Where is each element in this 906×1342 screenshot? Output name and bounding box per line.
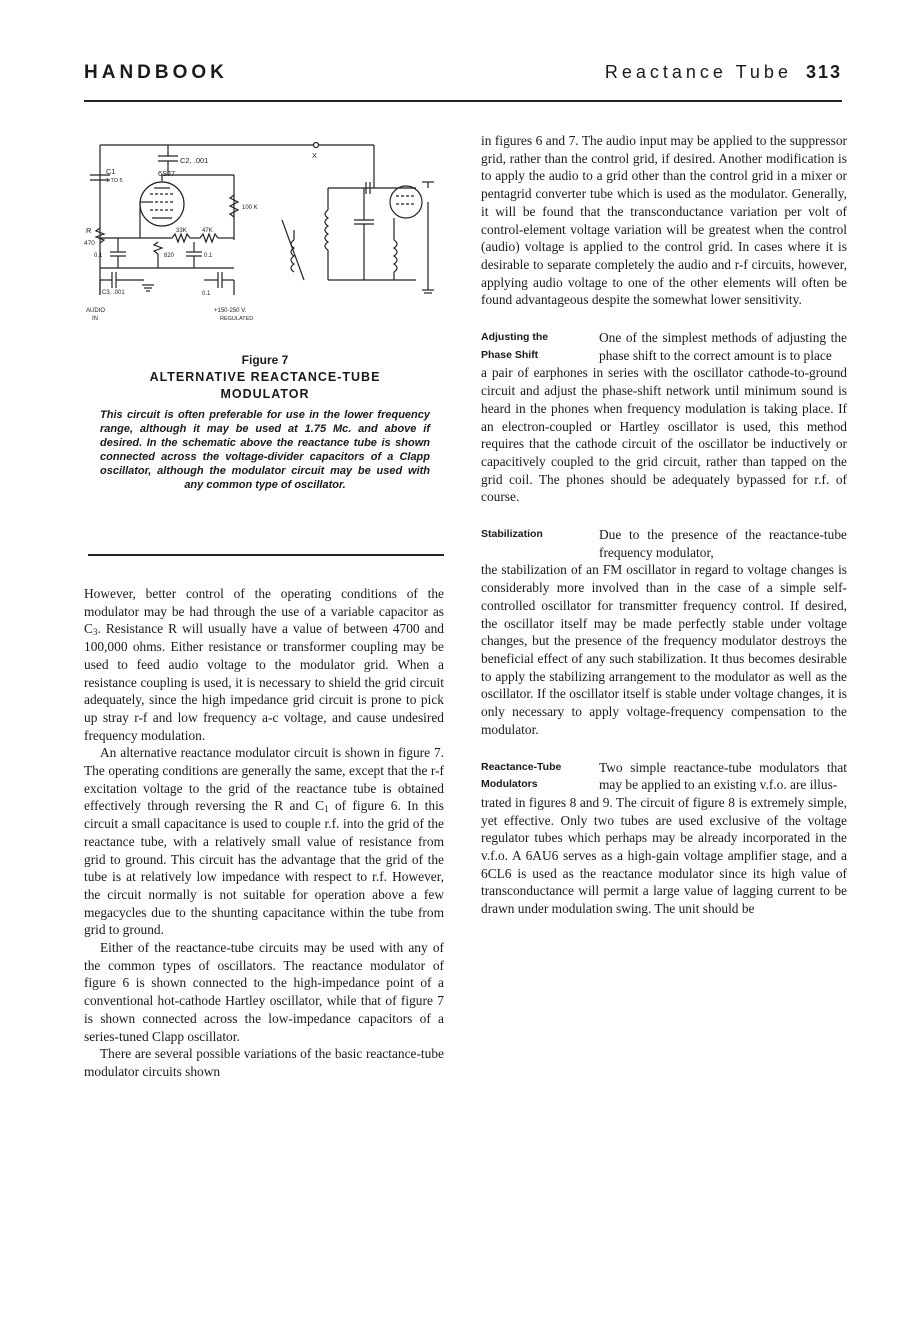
figure-description: This circuit is often preferable for use in the lower frequency range, although it may be used at 1.75 Mc. and above if desired. In the schematic above the reactance tube is shown connected across the voltage-divider capacitors of a Clapp oscillator, although the modulator circuit may be used with any common type of oscillator. — [100, 409, 430, 491]
label-c1: C1 — [106, 167, 116, 176]
running-header — [84, 62, 842, 92]
schematic-diagram — [84, 130, 444, 330]
label-33k: 33K — [176, 228, 187, 234]
left-paragraph-4: There are several possible variations of the basic reactance-tube modulator circuits shown — [84, 1046, 444, 1079]
section-heading-modulators: Reactance-Tube Modulators — [481, 760, 562, 791]
section-heading-stabilization: Stabilization — [481, 528, 543, 541]
figure-number: Figure 7 — [241, 353, 289, 367]
label-c1-range: 1 TO 5 — [106, 178, 123, 184]
label-820: 820 — [164, 253, 175, 259]
label-c01a: 0.1 — [94, 253, 103, 259]
section-body-stabilization: the stabilization of an FM oscillator in regard to voltage changes is considerably more involved than in the case of a simple self-controlled oscillator for transmitter frequency control. If desired, the oscillator itself may be made perfectly stable under voltage changes, but the presence of the frequency modulator destroys the beneficial effect of any such stabilization. It thus becomes desirable to apply the stabilizing arrangement to the modulator as well as the oscillator. If the oscillator itself is stable under voltage changes, it is only necessary to apply voltage-frequency compensation to the modulator. — [481, 562, 847, 737]
label-47k: 47K — [202, 228, 213, 234]
label-c01b: 0.1 — [204, 253, 213, 259]
label-c01c: 0.1 — [202, 291, 211, 297]
section-body-modulators: trated in figures 8 and 9. The circuit of figure 8 is extremely simple, yet effective. Only two tubes are used exclusive of the voltage regulator tubes which perhaps may be already incorporated in the v.f.o. A 6AU6 serves as a high-gain voltage amplifier stage, and a 6CL6 is used as the reactance modulator since its high value of transconductance will permit a large value of lagging current to be drawn under modulation swing. The unit should be — [481, 794, 847, 917]
section-stabilization — [481, 526, 847, 561]
header-rule — [84, 100, 842, 102]
chapter-title: Reactance Tube — [604, 62, 792, 82]
right-paragraph-1: in figures 6 and 7. The audio input may be applied to the suppressor grid, rather than the control grid, if desired. Another modification is to apply the audio to a grid other than the control grid in a mixer or pentagrid converter tube which is used as the modulator. Generally, it will be found that the transconductance variation per volt of control-element voltage variation will be greatest when the control (audio) voltage is applied to the control grid. In cases where it is desirable to separate completely the audio and r-f circuits, however, applying audio voltage to one of the other elements will often be found advantageous despite the somewhat lower sensitivity. — [481, 133, 847, 308]
left-paragraph-2: An alternative reactance modulator circuit is shown in figure 7. The operating conditions are generally the same, except that the r-f excitation voltage to the grid of the reactance tube is obtained effectively through reversing the R and $C_1$ of figure 6. In this circuit a small capacitance is used to couple r.f. into the grid of the reactance tube, with a relatively small value of resistance from grid to ground. This circuit has the advantage that the grid of the tube is at relatively low impedance with respect to r.f. However, the circuit normally is not suitable for operation above a few megacycles due to the shunting capacitance within the tube from grid to ground. — [84, 745, 444, 938]
label-tube: 6SJ7 — [158, 169, 176, 178]
figure-rule — [88, 554, 444, 556]
label-x: X — [312, 151, 318, 160]
left-column — [84, 585, 444, 1081]
label-c3: C3, .001 — [102, 290, 125, 296]
figure-7-schematic — [84, 130, 444, 330]
label-r: R — [86, 226, 92, 235]
page-number: 313 — [805, 62, 842, 82]
book-title: HANDBOOK — [84, 62, 228, 83]
section-lead-modulators: Two simple reactance-tube modulators that may be applied to an existing v.f.o. are illus- — [599, 759, 847, 793]
section-adjusting-phase-shift — [481, 329, 847, 364]
section-body-adjusting: a pair of earphones in series with the oscillator cathode-to-ground circuit and adjust the phase-shift network until minimum sound is heard in the phones when frequency modulation is taking place. If an electron-coupled or Hartley oscillator is used, this method requires that the cathode circuit of the oscillator be inductively or capacitively coupled to the grid circuit, rather than tapped on the grid coil. The phones should be adequately bypassed for r.f. of course. — [481, 365, 847, 505]
section-reactance-tube-modulators — [481, 759, 847, 794]
left-paragraph-3: Either of the reactance-tube circuits may be used with any of the common types of oscillators. The reactance modulator of figure 6 is shown connected to the high-impedance point of a conventional hot-cathode Hartley oscillator, while that of figure 7 is shown connected across the low-impedance capacitors of a series-tuned Clapp oscillator. — [84, 940, 444, 1044]
left-paragraph-1: However, better control of the operating conditions of the modulator may be had through the use of a variable capacitor as $C_3$. Resistance R will usually have a value of between 4700 and 100,000 ohms. Either resistance or transformer coupling may be used to feed audio voltage to the modulator grid. When a resistance coupling is used, it is necessary to shield the grid circuit adequately, since the high impedance grid circuit is prone to pick up stray r-f and low frequency a-c voltage, and cause undesired frequency modulation. — [84, 586, 444, 743]
label-100k: 100 K — [242, 205, 258, 211]
label-audio: AUDIO — [86, 308, 106, 314]
section-heading-adjusting: Adjusting the Phase Shift — [481, 331, 549, 361]
label-supply: +150-250 V. — [214, 308, 247, 314]
section-lead-stabilization: Due to the presence of the reactance-tube frequency modulator, — [599, 527, 847, 560]
label-regulated: REGULATED — [220, 316, 254, 322]
section-title — [605, 62, 842, 83]
label-470: 470 — [84, 240, 95, 247]
label-c2: C2, .001 — [180, 156, 209, 165]
figure-title-line-2: MODULATOR — [220, 387, 310, 401]
figure-caption — [100, 352, 430, 492]
label-in: IN — [92, 316, 98, 322]
section-lead-adjusting: One of the simplest methods of adjusting the phase shift to the correct amount is to place — [599, 330, 847, 363]
right-column — [481, 132, 847, 918]
figure-title-line-1: ALTERNATIVE REACTANCE-TUBE — [149, 370, 381, 384]
